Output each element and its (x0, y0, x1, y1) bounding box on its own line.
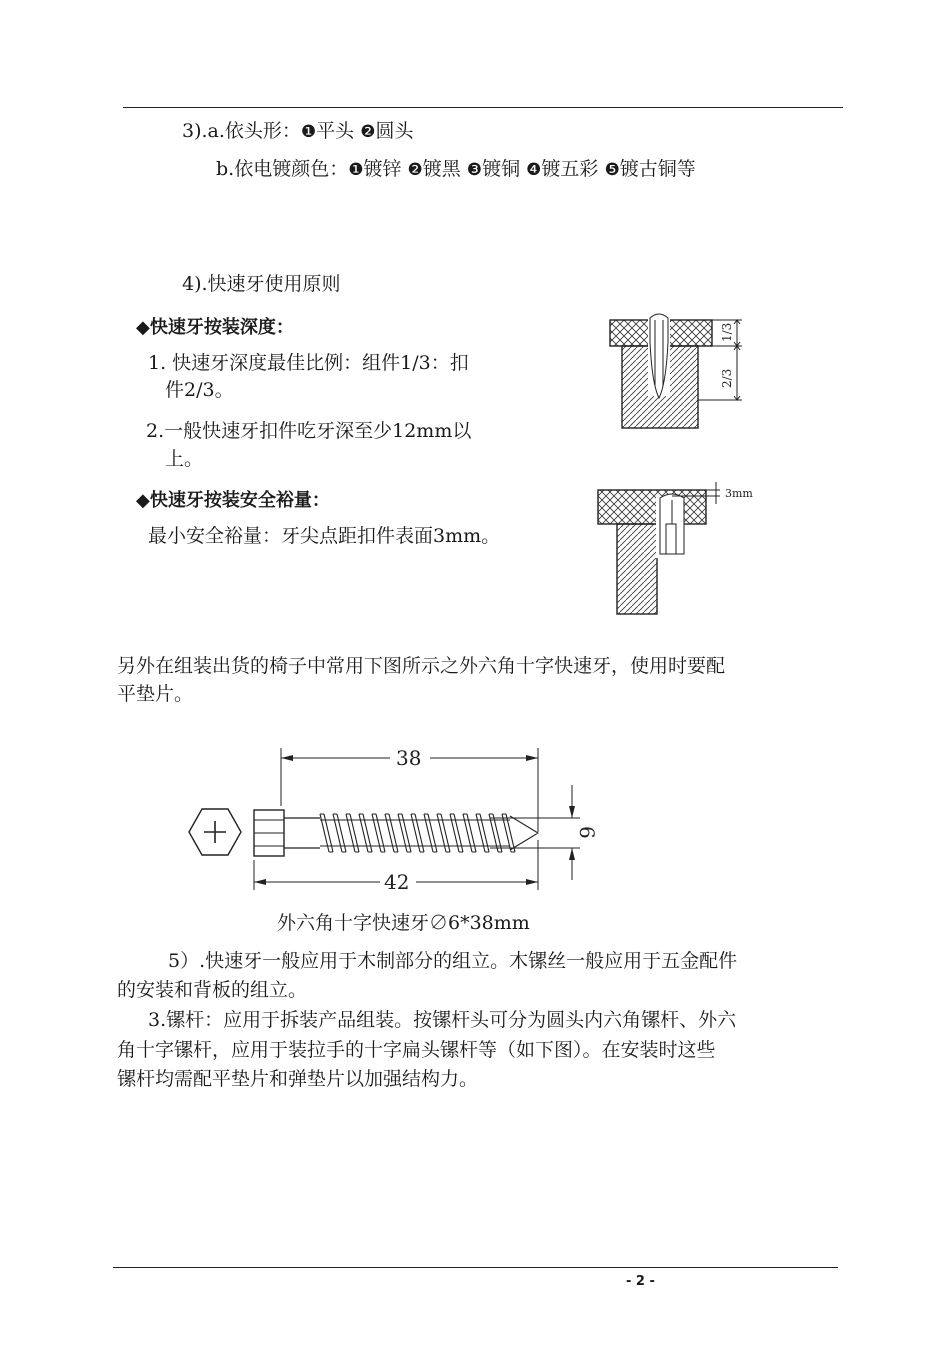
screw-caption: 外六角十字快速牙∅6*38mm (277, 912, 530, 934)
plating-label-3: 镀铜 (482, 158, 521, 180)
dim-length-label: 38 (396, 746, 422, 770)
depth-item1-line1: 1. 快速牙深度最佳比例：组件1/3：扣 (148, 352, 469, 374)
head-shape-line (182, 120, 414, 143)
plating-mark-3: ❸ (466, 160, 483, 180)
plating-label-5: 镀古铜等 (619, 158, 696, 180)
plating-mark-4: ❹ (526, 160, 542, 180)
plating-prefix: b.依电镀颜色： (216, 158, 349, 180)
bolt-line3: 镙杆均需配平垫片和弹垫片以加强结构力。 (117, 1068, 479, 1090)
chair-paragraph-line2: 平垫片。 (117, 683, 194, 705)
depth-item2-line1: 2.一般快速牙扣件吃牙深至少12mm以 (146, 420, 472, 442)
margin-text: 最小安全裕量：牙尖点距扣件表面3mm。 (148, 525, 501, 547)
thread-lines (320, 814, 538, 852)
ratio-label-bottom: 2/3 (720, 368, 734, 388)
leg (617, 524, 657, 614)
bolt-line1: 3.镙杆：应用于拆装产品组装。按镙杆头可分为圆头内六角镙杆、外六 (148, 1009, 737, 1031)
margin-3mm-label: 3mm (725, 487, 753, 500)
section4-title: 4).快速牙使用原则 (182, 273, 341, 295)
ratio-label-top: 1/3 (720, 322, 734, 342)
footer-rule (113, 1267, 838, 1268)
head-2-mark: ❷ (360, 122, 376, 142)
margin-heading: ◆快速牙按装安全裕量： (136, 490, 330, 511)
dim-total-label: 42 (384, 870, 410, 894)
plating-line (216, 158, 696, 181)
plating-label-2: 镀黑 (422, 158, 461, 180)
plating-mark-2: ❷ (407, 160, 423, 180)
panel (598, 490, 706, 524)
page-number: - 2 - (626, 1274, 655, 1289)
head-shape-prefix: 3).a.依头形： (182, 120, 301, 142)
plating-mark-5: ❺ (604, 160, 620, 180)
bolt-line2: 角十字镙杆，应用于装拉手的十字扁头镙杆等（如下图）。在安装时这些 (117, 1039, 716, 1061)
head-1-mark: ❶ (300, 122, 317, 142)
dim-diameter-label: 6 (575, 826, 599, 839)
plating-label-1: 镀锌 (363, 158, 402, 180)
plating-mark-1: ❶ (348, 160, 364, 180)
plating-label-4: 镀五彩 (541, 158, 599, 180)
head-2-label: 圆头 (375, 120, 414, 142)
hex-screw-drawing (180, 740, 600, 900)
section5-line2: 的安装和背板的组立。 (117, 979, 308, 1001)
chair-paragraph-line1: 另外在组装出货的椅子中常用下图所示之外六角十字快速牙，使用时要配 (117, 655, 726, 677)
depth-ratio-figure (600, 312, 760, 434)
header-rule (123, 107, 843, 108)
depth-heading: ◆快速牙按装深度： (136, 317, 294, 338)
screw-threads (320, 814, 538, 852)
depth-item1-line2: 件2/3。 (165, 379, 234, 401)
depth-item2-line2: 上。 (165, 448, 204, 470)
safety-margin-figure (590, 480, 765, 620)
head-1-label: 平头 (316, 120, 355, 142)
section5-line1: 5）.快速牙一般应用于木制部分的组立。木镙丝一般应用于五金配件 (168, 950, 738, 972)
